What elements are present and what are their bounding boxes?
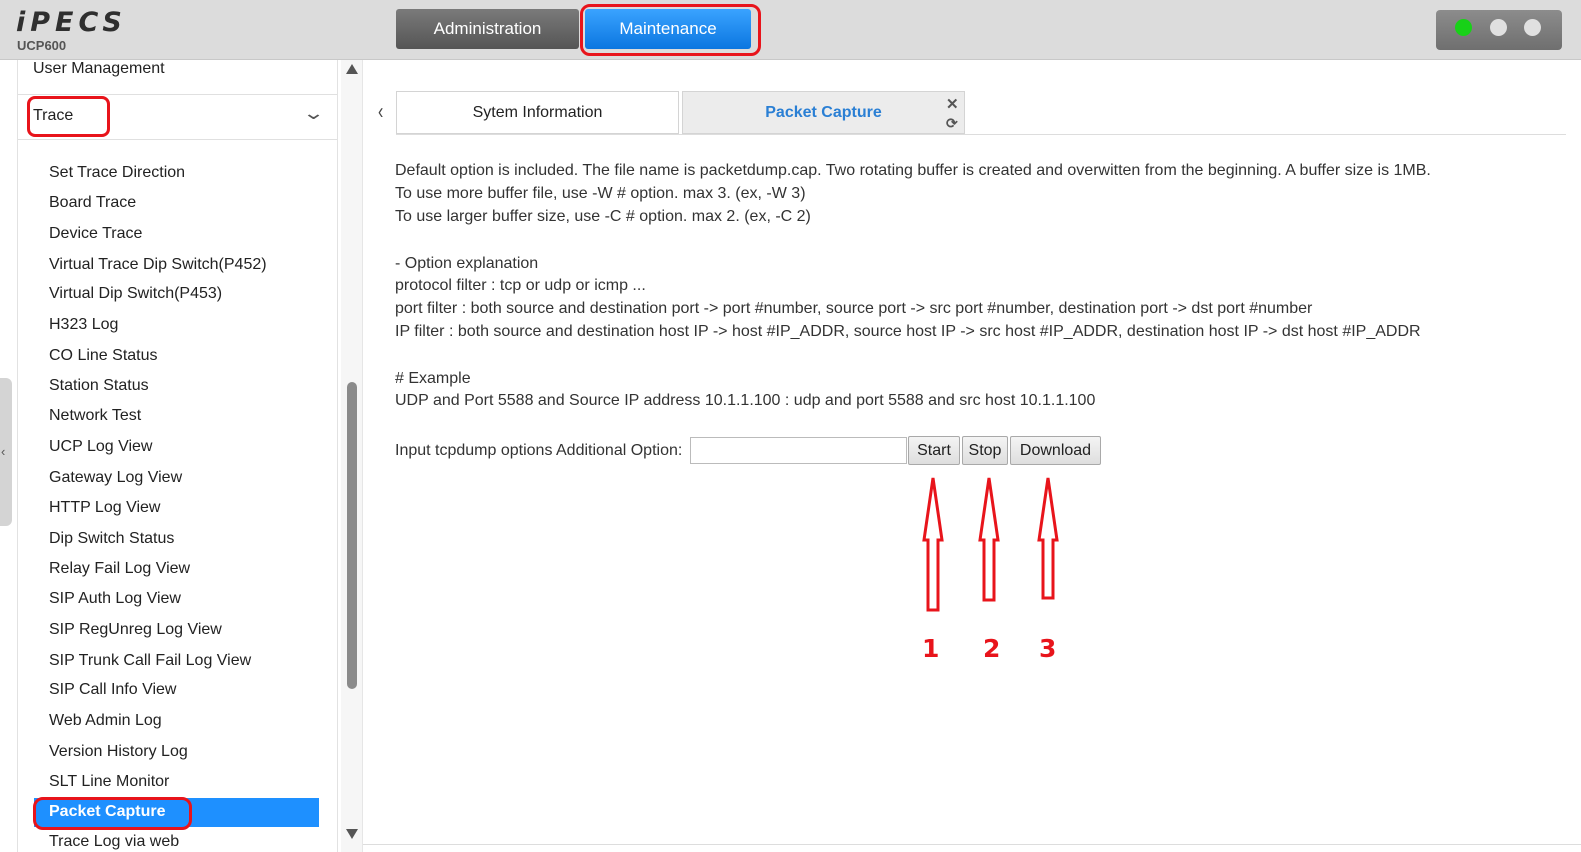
tab-packet-capture[interactable]: Packet Capture [682,91,965,134]
sidebar-item[interactable]: Relay Fail Log View [49,560,191,577]
status-light-gray [1490,19,1507,36]
example-heading: # Example [395,370,471,387]
close-icon[interactable]: ✕ [946,96,959,113]
refresh-icon[interactable]: ⟳ [946,115,958,131]
tab-administration[interactable]: Administration [396,9,579,49]
sidebar-item[interactable]: SIP Trunk Call Fail Log View [49,652,252,669]
sidebar-item[interactable]: Trace Log via web [49,833,180,850]
sidebar-item[interactable]: Station Status [49,377,149,394]
status-light-green [1455,19,1472,36]
option-line: IP filter : both source and destination host IP -> host #IP_ADDR, source host IP -> src host #IP_ADDR, destination host IP -> dst host #IP_ADDR [395,323,1421,340]
description-line: To use more buffer file, use -W # option. max 3. (ex, -W 3) [395,185,806,202]
sidebar-item[interactable]: Set Trace Direction [49,164,186,181]
scrollbar-thumb[interactable] [347,382,357,689]
tab-divider [396,134,1566,135]
sidebar-item[interactable]: SIP RegUnreg Log View [49,621,222,638]
sidebar-item[interactable]: Board Trace [49,194,137,211]
sidebar-section-label[interactable]: Trace [33,107,74,124]
sidebar-item[interactable]: Network Test [49,407,142,424]
scroll-down-icon[interactable] [346,829,358,839]
tab-scroll-left-icon[interactable]: ‹ [378,100,384,125]
model-label: UCP600 [17,38,67,53]
stop-button[interactable]: Stop [962,436,1008,465]
sidebar-item[interactable]: H323 Log [49,316,119,333]
sidebar-item[interactable]: Version History Log [49,743,188,760]
packet-capture-highlight [33,797,192,830]
sidebar [17,60,338,852]
sidebar-item[interactable]: HTTP Log View [49,499,161,516]
sidebar-item[interactable]: SIP Auth Log View [49,590,181,607]
arrow-up-icon [1039,478,1057,598]
sidebar-item[interactable]: Virtual Trace Dip Switch(P452) [49,256,267,273]
start-button[interactable]: Start [908,436,960,465]
example-line: UDP and Port 5588 and Source IP address 10.1.1.100 : udp and port 5588 and src host 10.1.1.100 [395,392,1096,409]
scroll-up-icon[interactable] [346,64,358,74]
top-header [0,0,1581,60]
tab-maintenance[interactable]: Maintenance [585,9,751,49]
description-line: To use larger buffer size, use -C # option. max 2. (ex, -C 2) [395,208,811,225]
arrow-up-icon [980,478,998,600]
description-line: Default option is included. The file name is packetdump.cap. Two rotating buffer is created and overwitten from the beginning. A buffer size is 1MB. [395,162,1431,179]
sidebar-item[interactable]: Gateway Log View [49,469,183,486]
sidebar-item[interactable]: UCP Log View [49,438,153,455]
content-bottom-border [363,844,1581,845]
arrow-up-icon [924,478,942,610]
annotation-arrows [900,470,1100,620]
sidebar-item[interactable]: Device Trace [49,225,143,242]
sidebar-item[interactable]: Web Admin Log [49,712,162,729]
option-line: port filter : both source and destination port -> port #number, source port -> src port #number, destination port -> dst port #number [395,300,1313,317]
logo: iPECS [16,7,127,38]
annotation-number: 1 [922,634,940,663]
option-label: Input tcpdump options Additional Option: [395,442,683,459]
trace-highlight [27,96,110,137]
tab-system-information[interactable]: Sytem Information [396,91,679,134]
sidebar-item[interactable]: Dip Switch Status [49,530,175,547]
chevron-down-icon[interactable]: ⌄ [302,103,325,123]
tcpdump-option-input[interactable] [690,437,907,464]
status-light-gray [1524,19,1541,36]
sidebar-item-packet-capture[interactable]: Packet Capture [49,803,166,820]
maintenance-highlight [580,4,761,56]
sidebar-item[interactable]: CO Line Status [49,347,158,364]
sidebar-item[interactable]: Virtual Dip Switch(P453) [49,285,223,302]
annotation-number: 3 [1039,634,1057,663]
download-button[interactable]: Download [1010,436,1101,465]
sidebar-item[interactable]: SLT Line Monitor [49,773,170,790]
option-line: protocol filter : tcp or udp or icmp ... [395,277,646,294]
annotation-number: 2 [983,634,1001,663]
chevron-left-icon[interactable]: ‹ [1,444,6,459]
sidebar-item[interactable]: SIP Call Info View [49,681,177,698]
sidebar-item-user-management[interactable]: User Management [33,60,165,77]
option-line: - Option explanation [395,255,539,272]
